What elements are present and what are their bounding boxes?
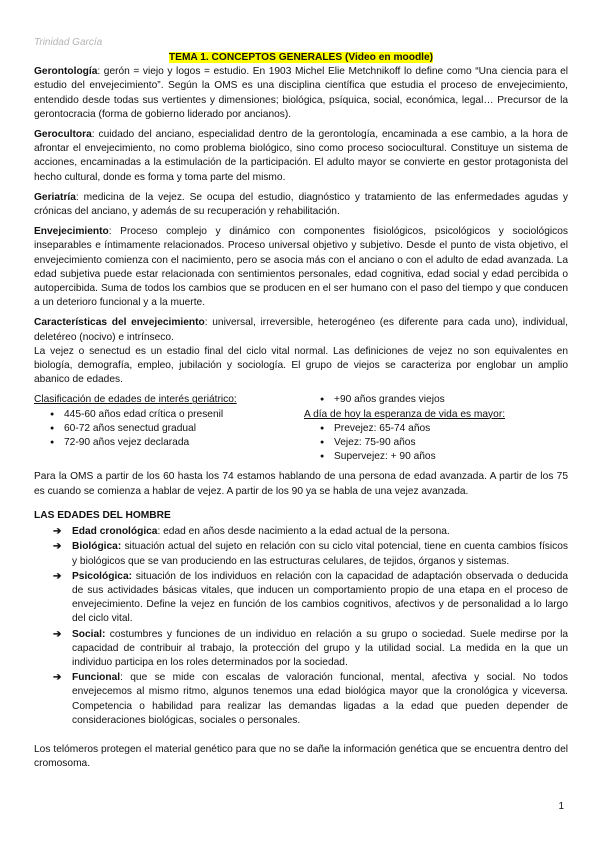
list-item: ● 60-72 años senectud gradual (34, 422, 304, 436)
arrow-icon: ➔ (53, 541, 62, 553)
list-item: ➔ Biológica: situación actual del sujeto en relación con su ciclo vital potencial, tiene en cuenta cambios físicos y biológicos que se van produciendo en las estructuras celulares, de tejidos, órganos y sistemas. (53, 541, 568, 567)
list-item: ● Prevejez: 65-74 años (304, 422, 568, 436)
paragraph-telomeros: Los telómeros protegen el material genético para que no se dañe la información genética que se encuentra dentro del cromosoma. (34, 743, 568, 770)
esperanza-column (304, 393, 568, 464)
author-name: Trinidad García (34, 37, 103, 48)
clasificacion-heading: Clasificación de edades de interés geriátrico: (34, 394, 237, 406)
grandes-viejos-list (304, 393, 568, 407)
list-item: ● 72-90 años vejez declarada (34, 436, 304, 450)
paragraph-envejecimiento: Envejecimiento: Proceso complejo y dinámico con componentes fisiológicos, psicológicos y sociológicos inseparables e íntimamente relacionados. Proceso universal objetivo y subjetivo. Desde el punto de vista objetivo, el envejecimiento comienza con el nacimiento, pero se asocia más con el anciano o con el adulto de edad avanzada. La edad subjetiva puede estar relacionada con sentimientos personales, edad cognitiva, edad social y edad percibida o autopercibida. Suma de todos los cambios que se producen en el ser humano con el paso del tiempo y que conducen a un deterioro funcional y a la muerte. (34, 226, 568, 309)
esperanza-heading: A día de hoy la esperanza de vida es mayor: (304, 408, 506, 420)
paragraph-vejez: La vejez o senectud es un estadio final del ciclo vital normal. Las definiciones de vejez no son equivalentes en biología, demografía, empleo, jubilación y sociología. El grupo de viejos se caracteriza por englobar un amplio abanico de edades. (34, 345, 568, 386)
section-heading-edades: LAS EDADES DEL HOMBRE (34, 509, 171, 521)
paragraph-caracteristicas: Características del envejecimiento: universal, irreversible, heterogéneo (es diferente para cada uno), individual, deletéreo (nocivo) e intrínseco. (34, 317, 568, 343)
list-item: ➔ Social: costumbres y funciones de un individuo en relación a su grupo o sociedad. Suele medirse por la capacidad de contribuir al trabajo, la protección del grupo y la utilidad social. La medida en la que un individuo participa en los roles determinados por la sociedad. (53, 628, 568, 668)
arrow-icon: ➔ (53, 526, 62, 538)
page-title: TEMA 1. CONCEPTOS GENERALES (Video en moodle) (168, 52, 434, 63)
list-item: ● +90 años grandes viejos (304, 393, 568, 407)
esperanza-list (304, 422, 568, 465)
list-item: ➔ Funcional: que se mide con escalas de valoración funcional, mental, afectiva y social. No todos envejecemos al mismo ritmo, algunos tenemos una edad biológica mayor que la cronológica y viceversa. Competencia o habilidad para realizar las demandas ligadas a la edad que pueden depender de consideraciones biológicas, sociales o personales. (53, 672, 568, 726)
list-item: ➔ Psicológica: situación de los individuos en relación con la capacidad de adaptación observada o deducida de sus actividades básicas vitales, que inducen un comportamiento propio de una etapa en el proceso de envejecimiento. Define la vejez en función de los cambios cognitivos, afectivos y de personalidad a lo largo del ciclo vital. (53, 570, 568, 625)
age-classification-columns (34, 393, 568, 464)
clasificacion-column (34, 393, 304, 464)
edades-list (34, 525, 568, 728)
page-number: 1 (558, 801, 564, 812)
list-item: ➔ Edad cronológica: edad en años desde nacimiento a la edad actual de la persona. (34, 525, 568, 539)
paragraph-oms: Para la OMS a partir de los 60 hasta los 74 estamos hablando de una persona de edad avanzada. A partir de los 75 es cuando se comienza a hablar de vejez. A partir de los 90 ya se habla de una vejez avanzada. (34, 471, 568, 497)
arrow-icon: ➔ (53, 570, 62, 582)
document-body (34, 51, 568, 777)
list-item: ● 445-60 años edad crítica o presenil (34, 408, 304, 422)
paragraph-geriatria: Geriatría: medicina de la vejez. Se ocupa del estudio, diagnóstico y tratamiento de las enfermedades agudas y crónicas del anciano, y además de su recuperación y rehabilitación. (34, 191, 568, 218)
paragraph-gerontologia: Gerontología: gerón = viejo y logos = estudio. En 1903 Michel Elie Metchnikoff lo define como “Una ciencia para el estudio del envejecimiento”. Según la OMS es una disciplina científica que estudia el proceso de envejecimiento, entendido desde todas sus vertientes y dimensiones; biológica, psíquica, social, económica, legal… Precursor de la gerontocracia (forma de gobierno liderado por ancianos). (34, 66, 568, 120)
clasificacion-list (34, 408, 304, 451)
paragraph-gerocultora: Gerocultora: cuidado del anciano, especialidad dentro de la gerontología, encaminada a ese cambio, a la hora de afrontar el envejecimiento, no como problema biológico, sino como proceso sociocultural. Constituye un sistema de acciones, encaminadas a la estimulación de la participación. El adulto mayor se convierte en gestor protagonista del hecho cultural, donde es forma y toma parte del mismo. (34, 129, 568, 183)
list-item: ● Vejez: 75-90 años (304, 436, 568, 450)
arrow-icon: ➔ (53, 628, 62, 640)
list-item: ● Supervejez: + 90 años (304, 450, 568, 464)
arrow-icon: ➔ (53, 672, 62, 684)
